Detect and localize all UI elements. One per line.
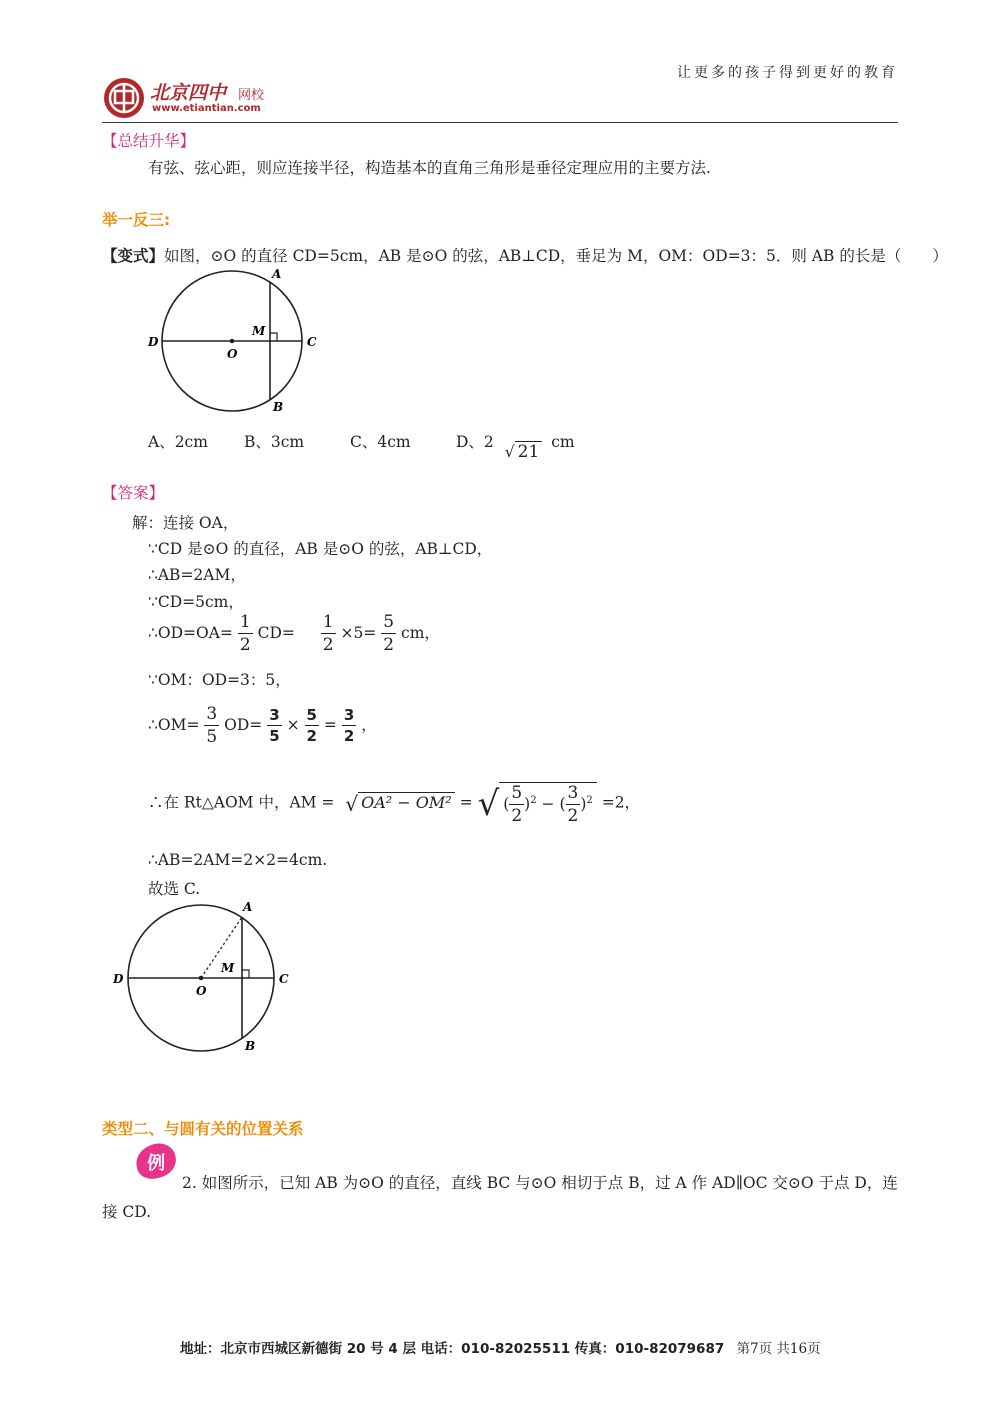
header-slogan: 让更多的孩子得到更好的教育 — [677, 65, 898, 81]
header-rule — [102, 122, 898, 123]
summary-heading: 【总结升华】 — [102, 132, 196, 150]
logo-cn-suffix: 网校 — [238, 88, 265, 103]
l7-post: ， — [361, 716, 377, 734]
answer-line-1: 解：连接 OA， — [132, 514, 239, 532]
option-d: D、2 √ 21 cm — [456, 433, 575, 462]
frac-five-halves-2: $\frac{5}{2}$ — [306, 706, 317, 745]
circle-figure-2 — [105, 898, 305, 1058]
frac-half-1: $\frac{1}{2}$ — [239, 612, 251, 655]
variant-question — [102, 244, 948, 266]
variant-text: 如图，⊙O 的直径 CD=5cm，AB 是⊙O 的弦，AB⊥CD，垂足为 M，OM：OD=3：5．则 AB 的长是（ ） — [164, 247, 948, 265]
label-m-2: M — [221, 961, 235, 975]
logo-url: www.etiantian.com — [152, 103, 261, 114]
answer-line-10: 故选 C. — [148, 880, 201, 898]
answer-line-5 — [148, 614, 440, 654]
l7-pre: ∴OM= — [148, 716, 200, 734]
l5-pre: ∴OD=OA= — [148, 624, 233, 642]
answer-line-8: ∴在 Rt△AOM 中，AM = √ OA² − OM² = √ ( $\frac{5}{2}$ )$^2$ − ( $\frac{3}{2}$ )$^2$ =2， — [148, 783, 641, 826]
frac-three-fifths-1: $\frac{3}{5}$ — [206, 704, 218, 747]
label-a-2: A — [243, 900, 253, 914]
answer-line-3: ∴AB=2AM， — [148, 566, 246, 584]
frac-three-halves-2: $\frac{3}{2}$ — [567, 783, 579, 826]
label-o-2: O — [196, 984, 207, 998]
l8-post: =2， — [601, 793, 641, 812]
footer-address: 地址：北京市西城区新德街 20 号 4 层 电话：010-82025511 传真：010-82079687 — [180, 1341, 725, 1357]
l5-mid2: ×5= — [340, 624, 377, 642]
variant-tag: 【变式】 — [102, 246, 165, 265]
option-d-prefix: D、2 — [456, 433, 494, 451]
example-badge — [133, 1140, 179, 1182]
l8-pre: ∴在 Rt△AOM 中，AM = — [148, 793, 335, 812]
option-c: C、4cm — [350, 433, 411, 451]
frac-five-halves: $\frac{5}{2}$ — [383, 612, 395, 655]
label-o: O — [227, 347, 238, 361]
answer-line-2: ∵CD 是⊙O 的直径，AB 是⊙O 的弦，AB⊥CD， — [148, 540, 493, 558]
label-b: B — [273, 400, 284, 414]
l7-mid: OD= — [224, 716, 263, 734]
answer-heading: 【答案】 — [102, 484, 165, 502]
practice-heading: 举一反三: — [102, 211, 171, 229]
option-d-radicand: 21 — [515, 441, 543, 462]
option-b: B、3cm — [244, 433, 305, 451]
logo-emblem-icon — [102, 76, 146, 120]
logo — [102, 76, 302, 120]
circle-figure-1 — [140, 266, 340, 416]
label-c: C — [307, 335, 317, 349]
l5-post: cm， — [401, 624, 440, 642]
l7-eq: = — [323, 716, 337, 734]
label-a: A — [272, 267, 282, 281]
answer-line-4: ∵CD=5cm， — [148, 593, 244, 611]
center-point-2 — [199, 976, 204, 981]
l8-eq: = — [459, 793, 473, 812]
section2-heading: 类型二、与圆有关的位置关系 — [102, 1120, 304, 1138]
frac-half-2: $\frac{1}{2}$ — [322, 612, 334, 655]
right-angle-mark-2 — [242, 970, 249, 978]
logo-cn-text: 北京四中 — [150, 82, 227, 104]
option-a: A、2cm — [148, 433, 208, 451]
frac-five-halves-3: $\frac{5}{2}$ — [511, 783, 523, 826]
example-line-1: 2. 如图所示，已知 AB 为⊙O 的直径，直线 BC 与⊙O 相切于点 B，过 A 作 AD∥OC 交⊙O 于点 D，连 — [182, 1174, 898, 1192]
summary-text: 有弦、弦心距，则应连接半径，构造基本的直角三角形是垂径定理应用的主要方法. — [148, 159, 711, 177]
footer-page: 第7页 共16页 — [736, 1341, 821, 1357]
answer-line-6: ∵OM：OD=3：5， — [148, 671, 291, 689]
right-angle-mark — [270, 333, 277, 341]
footer — [180, 1337, 821, 1357]
label-d-2: D — [113, 972, 124, 986]
label-m: M — [252, 324, 266, 338]
answer-line-7 — [148, 706, 377, 746]
label-d: D — [148, 335, 159, 349]
frac-three-halves: $\frac{3}{2}$ — [343, 706, 355, 745]
l7-times: × — [286, 716, 300, 734]
label-c-2: C — [279, 972, 289, 986]
frac-three-fifths-2: $\frac{3}{5}$ — [269, 706, 280, 745]
answer-line-9: ∴AB=2AM=2×2=4cm. — [148, 851, 328, 869]
example-line-2: 接 CD. — [102, 1203, 152, 1221]
l8-radicand: OA² − OM² — [358, 792, 455, 812]
label-b-2: B — [245, 1039, 256, 1053]
l5-mid1: CD= — [257, 624, 295, 642]
example-badge-text: 例 — [147, 1152, 166, 1174]
option-d-unit: cm — [551, 433, 575, 451]
center-point — [230, 339, 235, 344]
